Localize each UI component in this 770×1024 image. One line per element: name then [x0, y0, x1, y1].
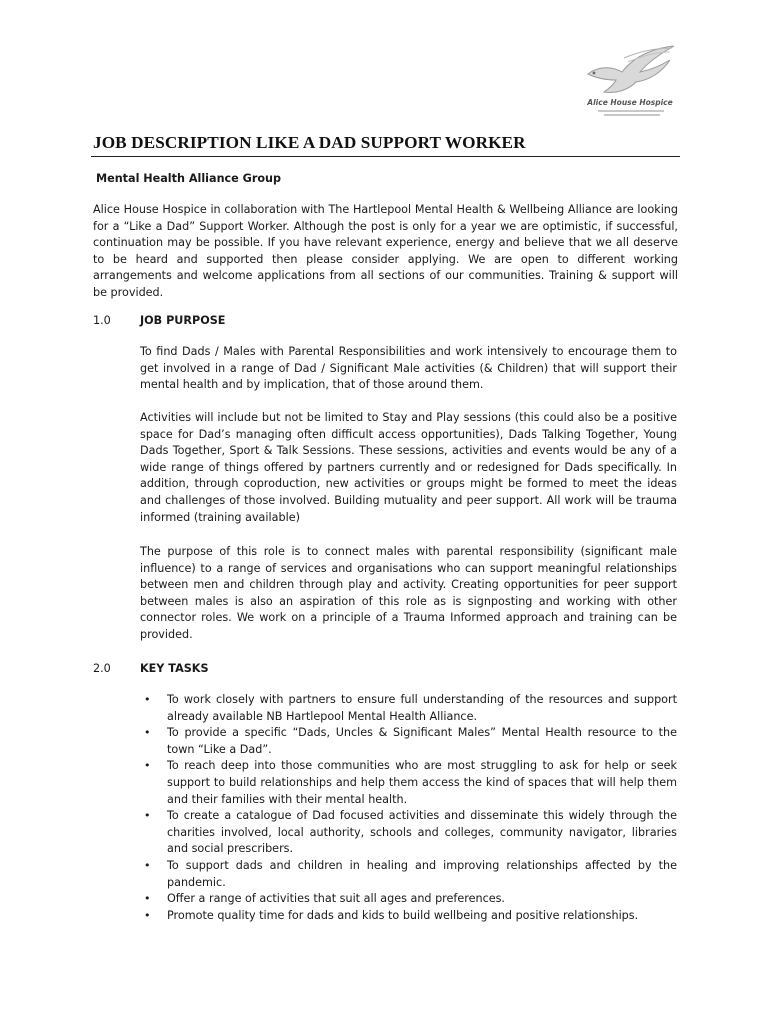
section-number: 1.0 [93, 314, 111, 327]
list-item [140, 808, 677, 858]
key-tasks-list [140, 692, 677, 924]
job-purpose-paragraph: To find Dads / Males with Parental Responsibilities and work intensively to encourage them to get involved in a range of Dad / Significant Male activities (& Children) that will support their mental health and by implication, that of those around them. [140, 345, 677, 392]
hospice-logo [584, 44, 684, 120]
task-text: Offer a range of activities that suit all ages and preferences. [167, 892, 505, 906]
task-text: To work closely with partners to ensure full understanding of the resources and support already available NB Hartlepool Mental Health Alliance. [167, 693, 677, 723]
list-item [140, 891, 677, 908]
task-text: To create a catalogue of Dad focused activities and disseminate this widely through the charities involved, local authority, schools and colleges, community navigator, libraries and social prescribers. [167, 809, 677, 856]
intro-paragraph: Alice House Hospice in collaboration with The Hartlepool Mental Health & Wellbeing Alliance are looking for a “Like a Dad” Support Worker. Although the post is only for a year we are optimistic, if successful, continuation may be possible. If you have relevant experience, energy and believe that we all deserve to be heard and supported then please consider applying. We are open to different working arrangements and welcome applications from all sections of our communities. Training & support will be provided. [93, 203, 678, 299]
bullet: • [144, 759, 151, 773]
list-item [140, 758, 677, 808]
task-text: To support dads and children in healing and improving relationships affected by the pandemic. [167, 858, 677, 889]
dove-icon [584, 44, 676, 100]
list-item [140, 858, 677, 891]
organisation-name: Mental Health Alliance Group [96, 172, 282, 185]
bullet: • [144, 908, 151, 922]
task-text: To reach deep into those communities who are most struggling to ask for help or seek support to build relationships and help them access the kind of spaces that will help them and their families with their mental health. [167, 759, 677, 806]
bullet: • [144, 693, 151, 706]
task-text: To provide a specific “Dads, Uncles & Significant Males” Mental Health resource to the town “Like a Dad”. [167, 726, 677, 756]
section-heading-key-tasks: KEY TASKS [140, 662, 209, 675]
list-item [140, 692, 677, 725]
logo-tagline-line [598, 110, 664, 112]
list-item [140, 725, 677, 758]
page-title: JOB DESCRIPTION LIKE A DAD SUPPORT WORKER [93, 133, 526, 152]
list-item [140, 908, 677, 925]
section-heading-job-purpose: JOB PURPOSE [140, 314, 226, 327]
title-underline [91, 156, 680, 157]
bullet: • [144, 726, 151, 740]
logo-text: Alice House Hospice [587, 98, 673, 107]
bullet: • [144, 858, 151, 872]
bullet: • [144, 892, 151, 906]
activities-paragraph: Activities will include but not be limited to Stay and Play sessions (this could also be a positive space for Dad’s managing often difficult access opportunities), Dads Talking Together, Young Dads Together, Sport & Talk Sessions. These sessions, activities and events would be any of a wide range of things offered by partners currently and or redesigned for Dads specifically. In addition, through coproduction, new activities or groups might be formed to meet the ideas and challenges of those involved. Building mutuality and peer support. All work will be trauma informed (training available) [140, 411, 677, 524]
role-purpose-paragraph: The purpose of this role is to connect males with parental responsibility (significant male influence) to a range of services and organisations who can support meaningful relationships between men and children through play and activity. Creating opportunities for peer support between males is also an aspiration of this role as is signposting and working with other connector roles. We work on a principle of a Trauma Informed approach and training can be provided. [140, 545, 677, 641]
logo-tagline-line [604, 114, 660, 116]
section-number: 2.0 [93, 662, 111, 675]
bullet: • [144, 809, 151, 823]
task-text: Promote quality time for dads and kids to build wellbeing and positive relationships. [167, 908, 639, 922]
